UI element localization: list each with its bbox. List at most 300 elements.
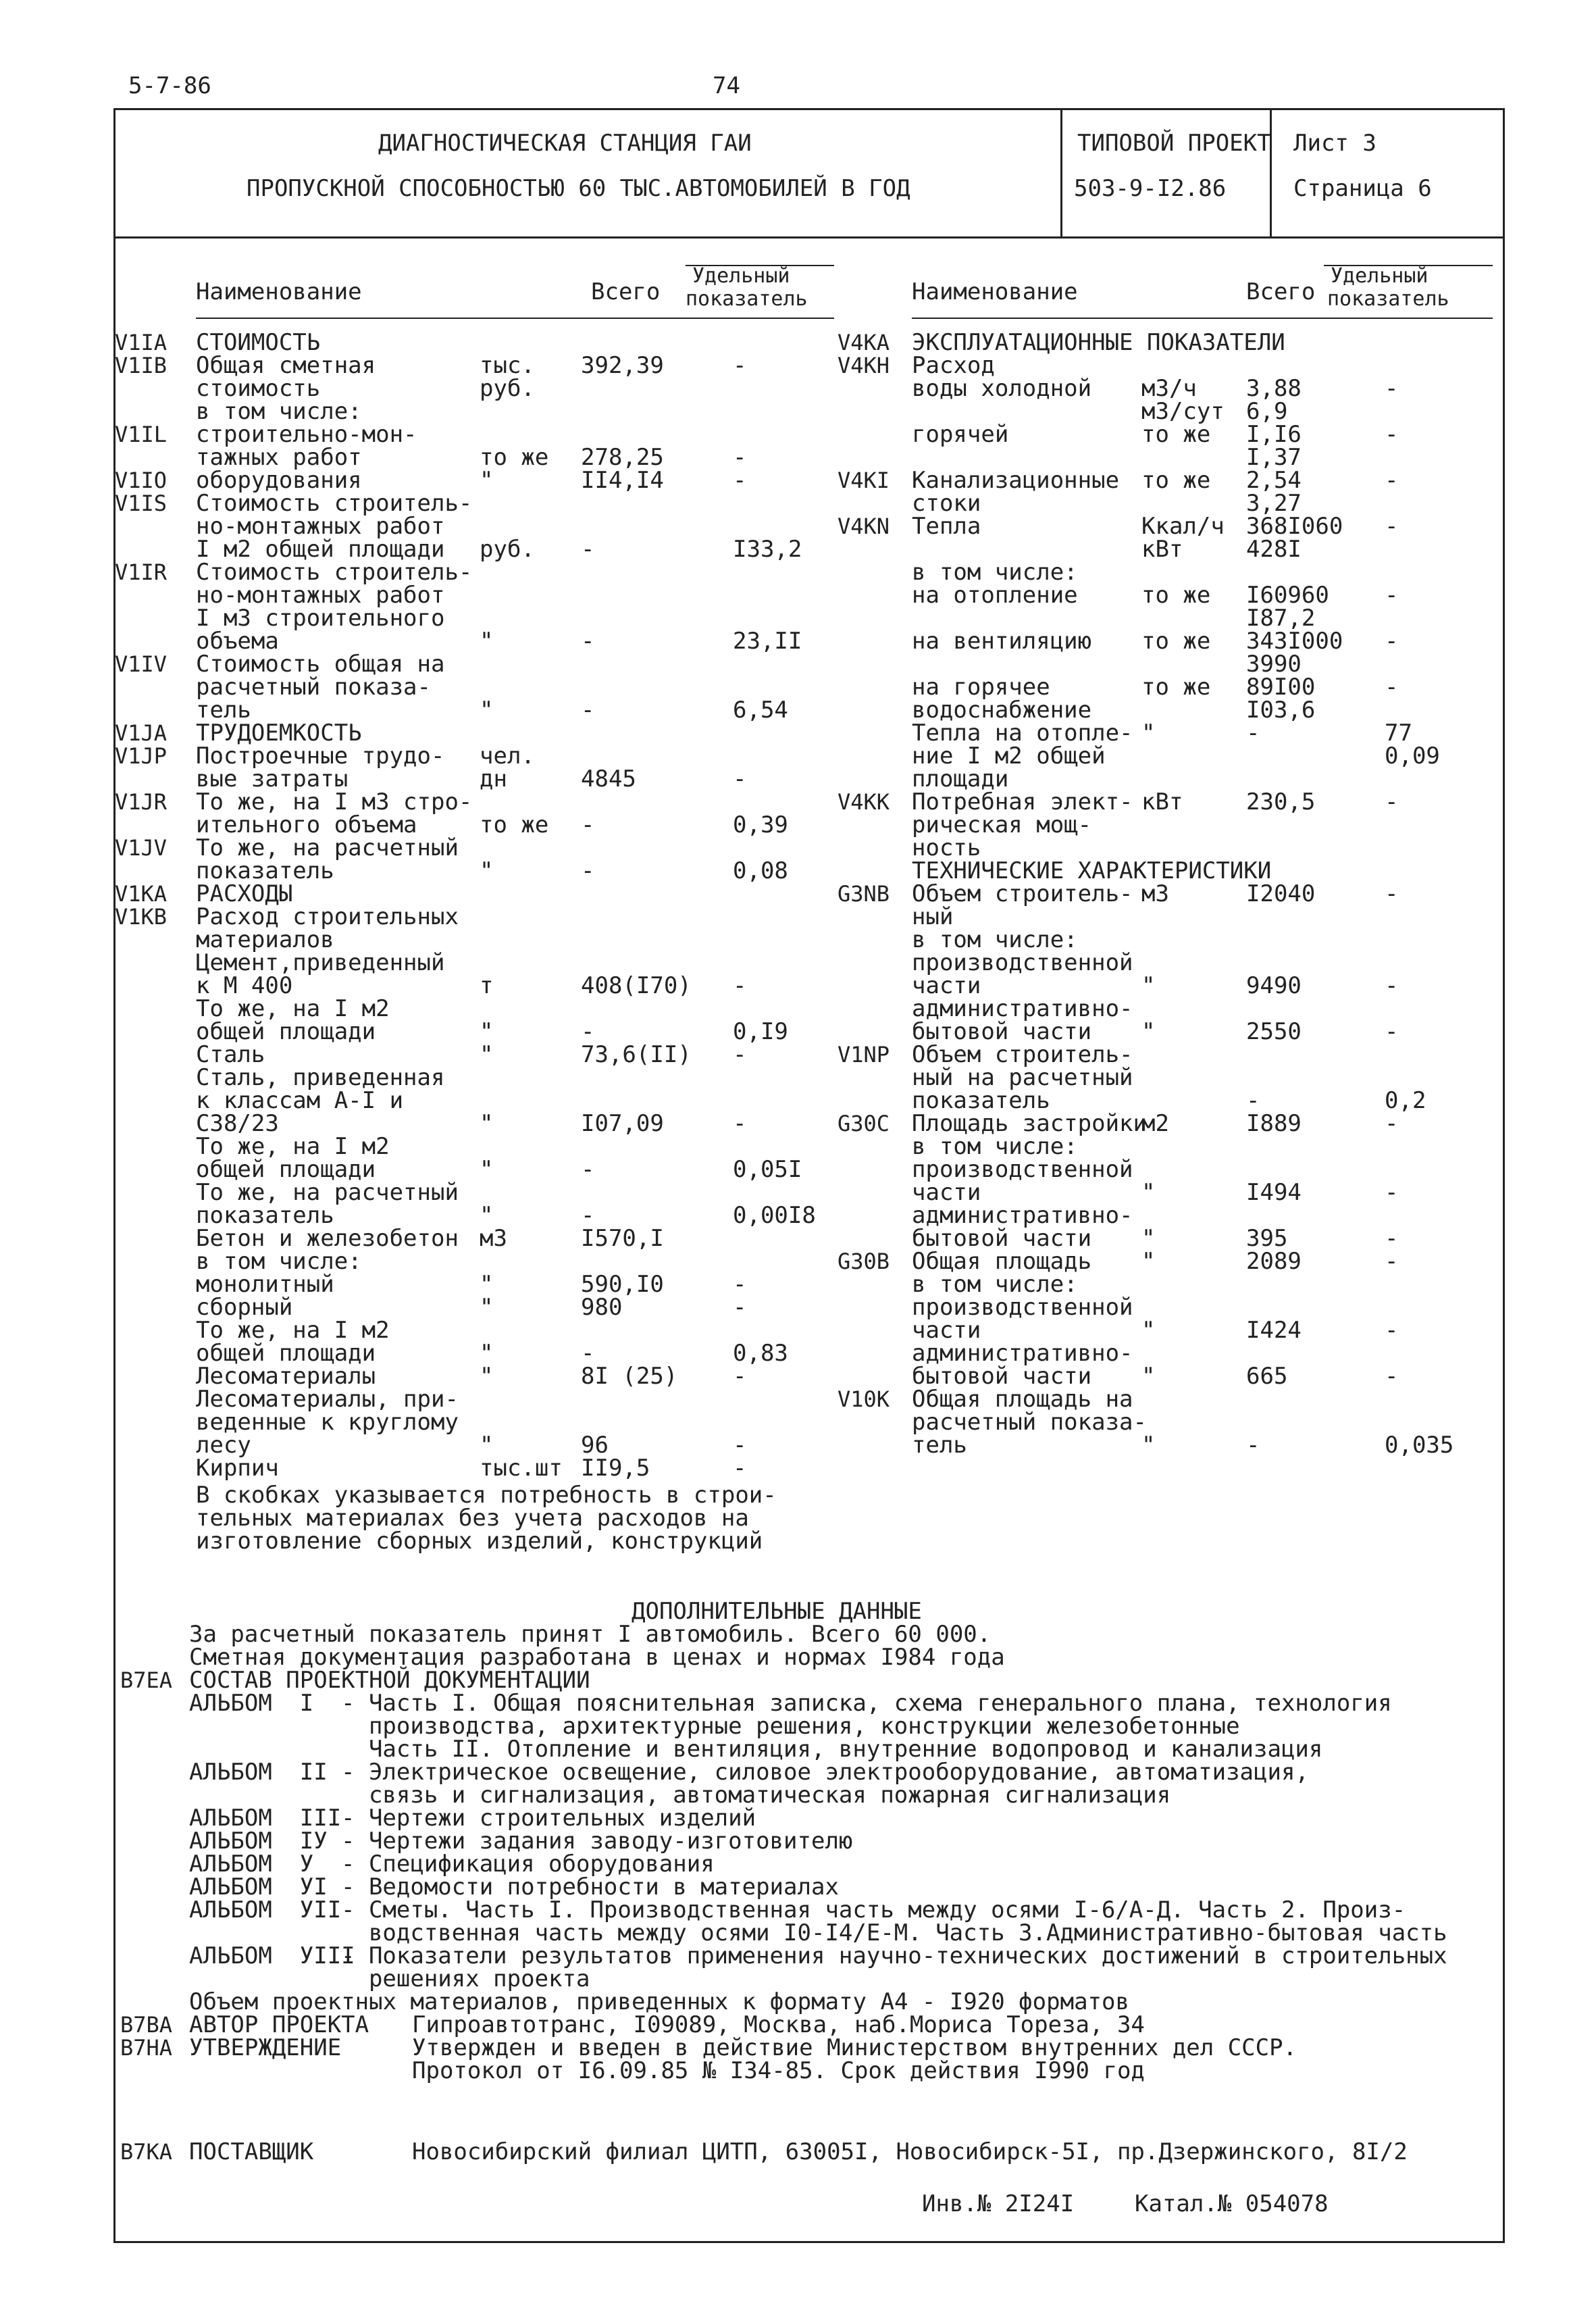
row-unit: "	[480, 1156, 494, 1183]
row-name: в том числе:	[912, 1271, 1078, 1298]
row-code: V1IS	[115, 491, 168, 516]
header-name-r: Наименование	[912, 278, 1078, 305]
row-spec: -	[1385, 1110, 1399, 1137]
row-name: сборный	[196, 1294, 293, 1321]
row-total: 428I	[1246, 536, 1302, 563]
row-total: 980	[581, 1294, 623, 1321]
approve-code: B7HA	[120, 2035, 173, 2061]
header-spec1: Удельный	[692, 264, 790, 288]
row-unit: "	[480, 1340, 494, 1367]
header-spec2-r: показатель	[1327, 287, 1449, 311]
row-code: V1IO	[115, 468, 168, 493]
row-code: V1JR	[115, 789, 168, 815]
row-code: V4KH	[838, 353, 890, 378]
row-unit: кВт	[1141, 536, 1183, 563]
row-total: 6,9	[1246, 398, 1288, 425]
extra-line-2: Сметная документация разработана в ценах и нормах I984 года	[189, 1644, 1005, 1671]
row-spec: -	[1385, 788, 1399, 815]
row-code: V1KB	[115, 904, 168, 930]
row-name: в том числе:	[912, 1133, 1078, 1160]
row-name: То же, на I м2	[196, 995, 390, 1022]
row-name: Кирпич	[196, 1455, 279, 1482]
row-name: показатель	[196, 857, 334, 884]
row-total: I,I6	[1246, 421, 1302, 448]
row-name: ительного объема	[196, 811, 417, 838]
row-code: G3NB	[838, 881, 890, 907]
row-name: ТРУДОЕМКОСТЬ	[196, 720, 362, 747]
project-label: ТИПОВОЙ ПРОЕКТ	[1077, 130, 1271, 157]
row-name: То же, на расчетный	[196, 834, 459, 861]
row-unit: м3	[1141, 880, 1169, 907]
row-name: веденные к круглому	[196, 1409, 459, 1436]
album-desc: - Чертежи строительных изделий	[341, 1805, 756, 1832]
row-name: административно-	[912, 1340, 1133, 1367]
row-name: в том числе:	[912, 559, 1078, 586]
album-label: АЛЬБОМ IУ	[189, 1828, 328, 1855]
row-spec: -	[1385, 972, 1399, 999]
row-spec: -	[733, 972, 747, 999]
row-unit: то же	[480, 811, 549, 838]
row-total: -	[1246, 1087, 1260, 1114]
row-unit: "	[480, 1018, 494, 1045]
row-name: к классам А-I и	[196, 1087, 404, 1114]
row-spec: -	[1385, 1179, 1399, 1206]
album-label: АЛЬБОМ I	[189, 1690, 314, 1717]
row-total: I,37	[1246, 444, 1302, 471]
row-code: V1JA	[115, 720, 168, 746]
row-name: ный	[912, 903, 954, 930]
title-line2: ПРОПУСКНОЙ СПОСОБНОСТЬЮ 60 ТЫС.АВТОМОБИЛЕЙ В ГОД	[247, 175, 910, 202]
row-spec: -	[1385, 1317, 1399, 1344]
row-spec: -	[1385, 582, 1399, 609]
row-total: 3990	[1246, 651, 1302, 678]
row-name: стоимость	[196, 375, 321, 402]
row-spec: -	[1385, 628, 1399, 655]
row-name: лесу	[196, 1432, 251, 1459]
header-total: Всего	[591, 278, 661, 305]
approve-label: УТВЕРЖДЕНИЕ	[189, 2034, 342, 2061]
title-col2	[1270, 108, 1272, 236]
row-name: расчетный показа-	[196, 674, 431, 701]
album-desc: - Сметы. Часть I. Производственная часть между осями I-6/А-Д. Часть 2. Произ-	[341, 1896, 1406, 1923]
row-spec: -	[733, 467, 747, 494]
row-name: Объем строитель-	[912, 880, 1133, 907]
row-total: -	[581, 1156, 595, 1183]
row-name: показатель	[912, 1087, 1050, 1114]
row-total: 278,25	[581, 444, 664, 471]
row-unit: м3/сут	[1141, 398, 1225, 425]
album-label: АЛЬБОМ УII	[189, 1896, 342, 1923]
row-name: общей площади	[196, 1340, 376, 1367]
row-unit: руб.	[480, 536, 535, 563]
note-line: тельных материалах без учета расходов на	[196, 1505, 749, 1532]
row-spec: 0,09	[1385, 743, 1440, 770]
row-unit: "	[480, 628, 494, 655]
row-name: части	[912, 972, 981, 999]
row-name: производственной	[912, 1294, 1133, 1321]
row-code: V1NP	[838, 1042, 890, 1067]
row-total: I2040	[1246, 880, 1316, 907]
row-name: Лесоматериалы	[196, 1363, 376, 1390]
album-desc: производства, архитектурные решения, конструкции железобетонные	[341, 1713, 1240, 1740]
row-name: показатель	[196, 1202, 334, 1229]
row-name: производственной	[912, 949, 1133, 976]
row-total: I570,I	[581, 1225, 664, 1252]
row-unit: м3	[480, 1225, 507, 1252]
sostav-title: СОСТАВ ПРОЕКТНОЙ ДОКУМЕНТАЦИИ	[189, 1667, 590, 1694]
row-name: площади	[912, 765, 1009, 793]
row-name: на отопление	[912, 582, 1078, 609]
row-total: II9,5	[581, 1455, 650, 1482]
row-unit: "	[480, 1363, 494, 1390]
row-spec: 6,54	[733, 697, 788, 724]
row-spec: -	[733, 1041, 747, 1068]
row-unit: то же	[480, 444, 549, 471]
row-unit: м3/ч	[1141, 375, 1197, 402]
row-unit: тыс.	[480, 352, 535, 379]
row-spec: 0,08	[733, 857, 788, 884]
album-desc: - Электрическое освещение, силовое электрооборудование, автоматизация,	[341, 1759, 1309, 1786]
row-name: Бетон и железобетон	[196, 1225, 459, 1252]
row-spec: 0,00I8	[733, 1202, 816, 1229]
row-total: -	[581, 1018, 595, 1045]
row-spec: 0,05I	[733, 1156, 802, 1183]
row-code: V1IB	[115, 353, 168, 378]
row-unit: "	[1141, 1225, 1156, 1252]
row-name: Стоимость строитель-	[196, 559, 473, 586]
album-desc: связь и сигнализация, автоматическая пожарная сигнализация	[341, 1782, 1171, 1809]
row-name: стоки	[912, 490, 981, 517]
row-name: Общая сметная	[196, 352, 376, 379]
row-unit: "	[1141, 720, 1156, 747]
author-label: АВТОР ПРОЕКТА	[189, 2011, 369, 2038]
row-name: рическая мощ-	[912, 811, 1092, 838]
album-label: АЛЬБОМ УI	[189, 1873, 328, 1901]
row-total: 2550	[1246, 1018, 1302, 1045]
row-name: Объем строитель-	[912, 1041, 1133, 1068]
row-name: То же, на расчетный	[196, 1179, 459, 1206]
row-total: -	[581, 811, 595, 838]
album-label: АЛЬБОМ У	[189, 1851, 314, 1878]
album-label: АЛЬБОМ III	[189, 1805, 342, 1832]
row-code: V10K	[838, 1386, 890, 1412]
row-name: бытовой части	[912, 1018, 1092, 1045]
album-desc: Часть II. Отопление и вентиляция, внутренние водопровод и канализация	[341, 1736, 1323, 1763]
row-spec: -	[733, 1455, 747, 1482]
row-code: V4KA	[838, 330, 890, 355]
header-underline-r	[912, 318, 1493, 319]
row-unit: "	[480, 1041, 494, 1068]
row-name: Лесоматериалы, при-	[196, 1386, 459, 1413]
row-name: объема	[196, 628, 279, 655]
row-name: С38/23	[196, 1110, 279, 1137]
row-name: на вентиляцию	[912, 628, 1092, 655]
row-name: ность	[912, 834, 981, 861]
row-name: в том числе:	[196, 398, 362, 425]
row-unit: "	[1141, 1248, 1156, 1275]
row-code: V4KN	[838, 513, 890, 539]
row-name: части	[912, 1179, 981, 1206]
row-total: 230,5	[1246, 788, 1316, 815]
row-total: 8I (25)	[581, 1363, 678, 1390]
row-unit: руб.	[480, 375, 535, 402]
extra-line-1: За расчетный показатель принят I автомобиль. Всего 60 000.	[189, 1621, 992, 1648]
row-name: в том числе:	[196, 1248, 362, 1275]
row-unit: "	[1141, 1432, 1156, 1459]
row-spec: -	[1385, 513, 1399, 540]
row-spec: -	[733, 1432, 747, 1459]
project-number: 503-9-I2.86	[1074, 175, 1227, 202]
row-name: воды холодной	[912, 375, 1092, 402]
header-spec-line-l	[686, 265, 834, 266]
row-name: к М 400	[196, 972, 293, 999]
album-label: АЛЬБОМ УIII	[189, 1942, 355, 1969]
row-code: V1IR	[115, 559, 168, 585]
row-name: ние I м2 общей	[912, 743, 1106, 770]
row-total: -	[581, 1202, 595, 1229]
row-name: Канализационные	[912, 467, 1120, 494]
row-name: бытовой части	[912, 1363, 1092, 1390]
row-unit: "	[480, 1294, 494, 1321]
row-unit: "	[1141, 1179, 1156, 1206]
row-total: -	[581, 857, 595, 884]
row-name: в том числе:	[912, 926, 1078, 953]
row-total: I424	[1246, 1317, 1302, 1344]
row-unit: то же	[1141, 421, 1211, 448]
supplier-label: ПОСТАВЩИК	[189, 2138, 314, 2165]
row-total: 9490	[1246, 972, 1302, 999]
row-name: I м2 общей площади	[196, 536, 445, 563]
title-divider	[113, 236, 1505, 238]
row-name: ЭКСПЛУАТАЦИОННЫЕ ПОКАЗАТЕЛИ	[912, 329, 1285, 356]
row-total: -	[581, 628, 595, 655]
row-spec: -	[733, 765, 747, 793]
row-spec: 0,I9	[733, 1018, 788, 1045]
row-unit: "	[480, 1432, 494, 1459]
row-name: То же, на I м2	[196, 1133, 390, 1160]
row-unit: "	[1141, 972, 1156, 999]
row-name: РАСХОДЫ	[196, 880, 293, 907]
album-desc: - Показатели результатов применения научно-технических достижений в строительных	[341, 1942, 1447, 1969]
row-code: G30C	[838, 1111, 890, 1136]
row-total: 590,I0	[581, 1271, 664, 1298]
row-unit: "	[480, 1202, 494, 1229]
row-total: -	[581, 697, 595, 724]
title-line1: ДИАГНОСТИЧЕСКАЯ СТАНЦИЯ ГАИ	[378, 130, 752, 157]
row-spec: -	[1385, 1248, 1399, 1275]
row-total: -	[1246, 1432, 1260, 1459]
row-name: Цемент,приведенный	[196, 949, 445, 976]
author-code: B7BA	[120, 2012, 173, 2038]
row-unit: то же	[1141, 674, 1211, 701]
row-total: I87,2	[1246, 605, 1316, 632]
row-spec: -	[733, 1110, 747, 1137]
row-total: I03,6	[1246, 697, 1316, 724]
row-spec: 0,39	[733, 811, 788, 838]
row-spec: 0,2	[1385, 1087, 1426, 1114]
row-name: материалов	[196, 926, 334, 953]
row-spec: -	[1385, 375, 1399, 402]
row-name: Стоимость строитель-	[196, 490, 473, 517]
row-total: 343I000	[1246, 628, 1343, 655]
row-total: I07,09	[581, 1110, 664, 1137]
row-code: V1IA	[115, 330, 168, 355]
row-name: Тепла на отопле-	[912, 720, 1133, 747]
row-name: тель	[912, 1432, 967, 1459]
row-name: горячей	[912, 421, 1009, 448]
approve-line-1: Утвержден и введен в действие Министерством внутренних дел СССР.	[412, 2034, 1297, 2061]
row-total: -	[1246, 720, 1260, 747]
row-unit: "	[1141, 1317, 1156, 1344]
album-desc: решениях проекта	[341, 1965, 590, 1992]
row-unit: то же	[1141, 467, 1211, 494]
row-total: 4845	[581, 765, 636, 793]
row-spec: -	[1385, 1363, 1399, 1390]
row-unit: "	[480, 1271, 494, 1298]
header-spec-line-r	[1324, 265, 1493, 266]
row-total: 368I060	[1246, 513, 1343, 540]
row-name: Потребная элект-	[912, 788, 1133, 815]
row-name: Сталь, приведенная	[196, 1064, 445, 1091]
row-code: V4KI	[838, 468, 890, 493]
row-spec: -	[1385, 1018, 1399, 1045]
row-spec: 77	[1385, 720, 1412, 747]
note-line: изготовление сборных изделий, конструкций	[196, 1528, 763, 1555]
row-name: производственной	[912, 1156, 1133, 1183]
album-label: АЛЬБОМ II	[189, 1759, 328, 1786]
row-spec: -	[1385, 880, 1399, 907]
note-line: В скобках указывается потребность в строи-	[196, 1482, 777, 1509]
row-unit: Ккал/ч	[1141, 513, 1225, 540]
row-total: 392,39	[581, 352, 664, 379]
row-total: 665	[1246, 1363, 1288, 1390]
row-total: 3,88	[1246, 375, 1302, 402]
row-name: расчетный показа-	[912, 1409, 1147, 1436]
row-spec: -	[1385, 674, 1399, 701]
row-name: То же, на I м3 стро-	[196, 788, 473, 815]
row-unit: м2	[1141, 1110, 1169, 1137]
row-name: оборудования	[196, 467, 362, 494]
row-total: 73,6(II)	[581, 1041, 692, 1068]
supplier-text: Новосибирский филиал ЦИТП, 63005I, Новосибирск-5I, пр.Дзержинского, 8I/2	[412, 2138, 1408, 2165]
volume-line: Объем проектных материалов, приведенных к формату А4 - I920 форматов	[189, 1988, 1129, 2015]
row-total: 3,27	[1246, 490, 1302, 517]
row-total: I494	[1246, 1179, 1302, 1206]
row-name: общей площади	[196, 1018, 376, 1045]
album-desc: - Спецификация оборудования	[341, 1851, 715, 1878]
approve-line-2: Протокол от I6.09.85 № I34-85. Срок действия I990 год	[412, 2057, 1145, 2084]
row-name: бытовой части	[912, 1225, 1092, 1252]
row-name: Построечные трудо-	[196, 743, 445, 770]
row-name: но-монтажных работ	[196, 582, 445, 609]
row-total: 395	[1246, 1225, 1288, 1252]
album-desc: - Чертежи задания заводу-изготовителю	[341, 1828, 853, 1855]
row-spec: -	[1385, 421, 1399, 448]
row-spec: 0,035	[1385, 1432, 1454, 1459]
row-name: водоснабжение	[912, 697, 1092, 724]
row-unit: "	[1141, 1363, 1156, 1390]
row-name: ный на расчетный	[912, 1064, 1133, 1091]
row-name: но-монтажных работ	[196, 513, 445, 540]
album-desc: - Часть I. Общая пояснительная записка, схема генерального плана, технология	[341, 1690, 1392, 1717]
row-unit: дн	[480, 765, 507, 793]
header-underline-l	[196, 318, 834, 319]
row-total: I60960	[1246, 582, 1329, 609]
row-unit: чел.	[480, 743, 535, 770]
sheet-number: Лист 3	[1293, 130, 1376, 157]
row-name: части	[912, 1317, 981, 1344]
row-unit: тыс.шт	[480, 1455, 563, 1482]
row-spec: 23,II	[733, 628, 802, 655]
title-col1	[1060, 108, 1062, 236]
row-name: тажных работ	[196, 444, 362, 471]
sostav-code: B7EA	[120, 1667, 173, 1693]
row-total: 408(I70)	[581, 972, 692, 999]
row-name: Расход	[912, 352, 995, 379]
extra-heading: ДОПОЛНИТЕЛЬНЫЕ ДАННЫЕ	[632, 1598, 922, 1625]
row-name: Площадь застройки	[912, 1110, 1147, 1137]
row-unit: т	[480, 972, 494, 999]
supplier-code: B7KA	[120, 2139, 173, 2165]
row-code: V1KA	[115, 881, 168, 907]
row-name: на горячее	[912, 674, 1050, 701]
row-unit: то же	[1141, 628, 1211, 655]
row-total: 96	[581, 1432, 609, 1459]
row-total: -	[581, 1340, 595, 1367]
row-name: Тепла	[912, 513, 981, 540]
row-name: общей площади	[196, 1156, 376, 1183]
row-name: ТЕХНИЧЕСКИЕ ХАРАКТЕРИСТИКИ	[912, 857, 1272, 884]
row-name: административно-	[912, 995, 1133, 1022]
row-spec: -	[1385, 1225, 1399, 1252]
header-total-r: Всего	[1246, 278, 1316, 305]
row-name: административно-	[912, 1202, 1133, 1229]
inventory-number: Инв.№ 2I24I	[922, 2190, 1075, 2217]
row-name: Расход строительных	[196, 903, 459, 930]
row-code: V1JV	[115, 835, 168, 861]
row-unit: "	[1141, 1018, 1156, 1045]
row-code: V4KK	[838, 789, 890, 815]
header-spec2: показатель	[686, 287, 808, 311]
row-total: II4,I4	[581, 467, 664, 494]
row-spec: -	[733, 1363, 747, 1390]
row-code: V1IV	[115, 651, 168, 677]
row-name: Сталь	[196, 1041, 265, 1068]
row-spec: -	[733, 1294, 747, 1321]
row-code: G30B	[838, 1249, 890, 1274]
row-unit: "	[480, 857, 494, 884]
album-desc: водственная часть между осями I0-I4/Е-М. Часть 3.Административно-бытовая часть	[341, 1919, 1447, 1946]
row-unit: то же	[1141, 582, 1211, 609]
row-spec: -	[733, 1271, 747, 1298]
row-total: I889	[1246, 1110, 1302, 1137]
row-unit: кВт	[1141, 788, 1183, 815]
row-name: тель	[196, 697, 251, 724]
page-number: 74	[713, 72, 740, 99]
row-spec: I33,2	[733, 536, 802, 563]
row-name: Общая площадь на	[912, 1386, 1133, 1413]
row-name: Общая площадь	[912, 1248, 1092, 1275]
row-code: V1IL	[115, 422, 168, 447]
album-desc: - Ведомости потребности в материалах	[341, 1873, 839, 1901]
page-info: Страница 6	[1293, 175, 1432, 202]
row-total: 89I00	[1246, 674, 1316, 701]
row-unit: "	[480, 1110, 494, 1137]
row-name: вые затраты	[196, 765, 349, 793]
doc-number: 5-7-86	[128, 72, 211, 99]
row-unit: "	[480, 467, 494, 494]
catalog-number: Катал.№ 054078	[1135, 2190, 1329, 2217]
